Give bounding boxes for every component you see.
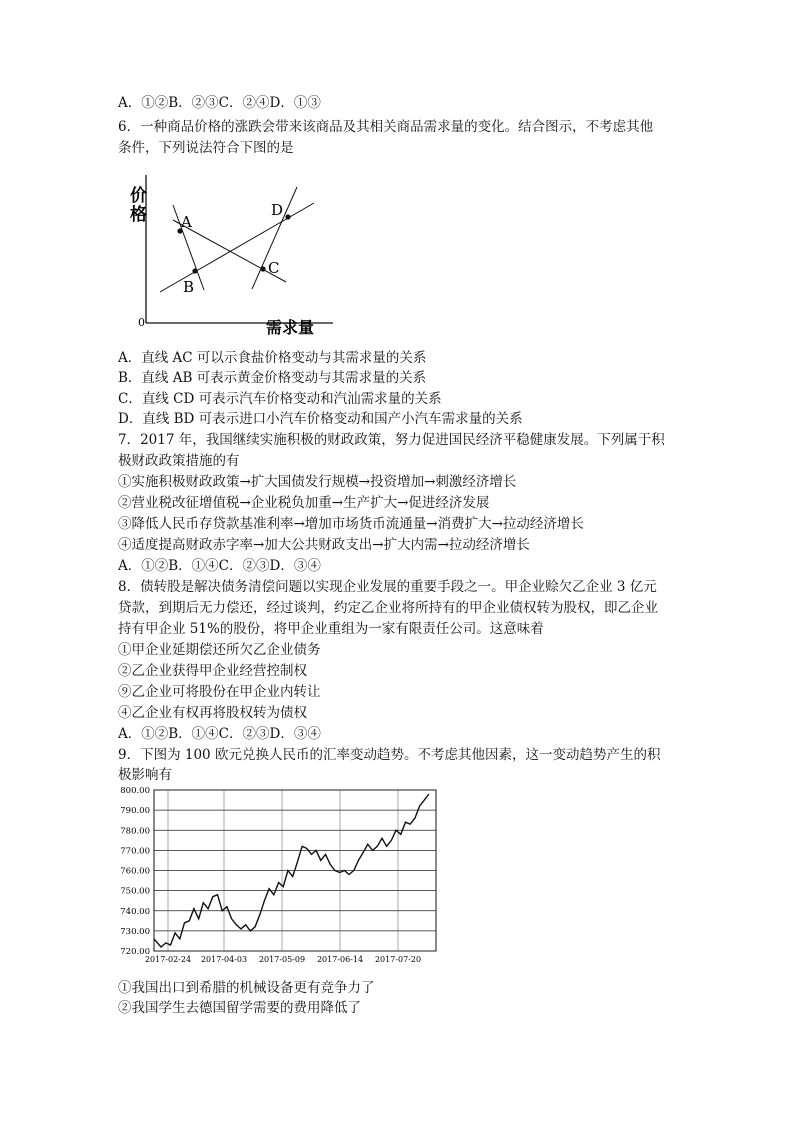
origin-label: 0	[138, 316, 145, 329]
q9-stem-line2: 极影响有	[118, 767, 172, 783]
q7-item-1: ①实施积极财政政策→扩大国债发行规模→投资增加→刺激经济增长	[118, 474, 517, 490]
label-A: A	[181, 213, 192, 231]
point-C	[260, 266, 265, 271]
q9-item-2: ②我国学生去德国留学需要的费用降低了	[118, 1000, 361, 1016]
q6-option-a: A．直线 AC 可以示食盐价格变动与其需求量的关系	[118, 350, 427, 366]
y-axis-label-char1: 价	[130, 186, 147, 206]
y-tick-label: 760.00	[120, 866, 150, 877]
q5-options: A．①②B．②③C．②④D．①③	[118, 95, 321, 111]
label-D: D	[271, 201, 284, 219]
exchange-rate-chart	[114, 784, 444, 974]
y-tick-label: 790.00	[120, 806, 150, 817]
q6-option-c: C．直线 CD 可表示汽车价格变动和汽汕需求量的关系	[118, 391, 442, 407]
x-tick-label: 2017-06-14	[316, 955, 364, 964]
q8-item-4: ④乙企业有权再将股权转为债权	[118, 705, 307, 721]
y-tick-label: 720.00	[120, 947, 150, 957]
q6-option-d: D．直线 BD 可表示进口小汽车价格变动和国产小汽车需求量的关系	[118, 411, 523, 427]
q6-stem-line1: 6．一种商品价格的涨跌会带来该商品及其相关商品需求量的变化。结合图示，不考虑其他	[118, 119, 654, 135]
y-tick-label: 770.00	[120, 846, 150, 857]
x-tick-label: 2017-07-20	[374, 955, 422, 964]
q8-stem-line1: 8．债转股是解决债务清偿问题以实现企业发展的重要手段之一。甲企业赊欠乙企业 3 亿元	[118, 579, 657, 595]
x-tick-label: 2017-04-03	[200, 955, 248, 964]
q6-option-b: B．直线 AB 可表示黄金价格变动与其需求量的关系	[118, 370, 427, 386]
q7-item-4: ④适度提高财政赤字率→加大公共财政支出→扩大内需→拉动经济增长	[118, 537, 530, 553]
q8-item-2: ②乙企业获得甲企业经营控制权	[118, 663, 307, 679]
y-tick-labels	[120, 786, 150, 957]
label-B: B	[183, 278, 195, 296]
q8-options: A．①②B．①④C．②③D．③④	[118, 726, 321, 742]
q9-item-1: ①我国出口到希腊的机械设备更有竞争力了	[118, 980, 375, 996]
point-D	[285, 214, 290, 219]
q9-stem-line1: 9．下图为 100 欧元兑换人民币的汇率变动趋势。不考虑其他因素，这一变动趋势产生的积	[118, 747, 661, 763]
q7-item-3: ③降低人民币存贷款基准利率→增加市场货币流通量→消费扩大→拉动经济增长	[118, 516, 584, 532]
q7-item-2: ②营业税改征增值税→企业税负加重→生产扩大→促进经济发展	[118, 495, 490, 511]
y-tick-label: 750.00	[120, 886, 150, 897]
q7-stem-line1: 7．2017 年，我国继续实施积极的财政政策，努力促进国民经济平稳健康发展。下列属于积	[118, 432, 665, 448]
x-tick-label: 2017-05-09	[258, 955, 306, 964]
q7-stem-line2: 极财政政策措施的有	[118, 453, 240, 469]
price-demand-diagram	[118, 165, 338, 343]
y-tick-label: 800.00	[120, 786, 150, 796]
y-tick-label: 730.00	[120, 926, 150, 937]
q8-item-1: ①甲企业延期偿还所欠乙企业债务	[118, 642, 321, 658]
label-C: C	[268, 259, 280, 277]
x-tick-labels	[145, 955, 421, 964]
y-tick-label: 780.00	[120, 826, 150, 837]
y-axis-label-char2: 格	[130, 205, 147, 225]
y-tick-label: 740.00	[120, 906, 150, 917]
q8-stem-line2: 贷款，到期后无力偿还，经过谈判，约定乙企业将所持有的甲企业债权转为股权，即乙企业	[118, 600, 658, 616]
q7-options: A．①②B．①④C．②③D．③④	[118, 558, 321, 574]
q8-stem-line3: 持有甲企业 51%的股份，将甲企业重组为一家有限责任公司。这意味着	[118, 621, 544, 637]
q6-stem-line2: 条件，下列说法符合下图的是	[118, 140, 294, 156]
q8-item-3: ⑨乙企业可将股份在甲企业内转让	[118, 684, 321, 700]
x-tick-label: 2017-02-24	[144, 955, 192, 964]
point-B	[192, 268, 197, 273]
x-axis-label: 需求量	[266, 318, 315, 337]
